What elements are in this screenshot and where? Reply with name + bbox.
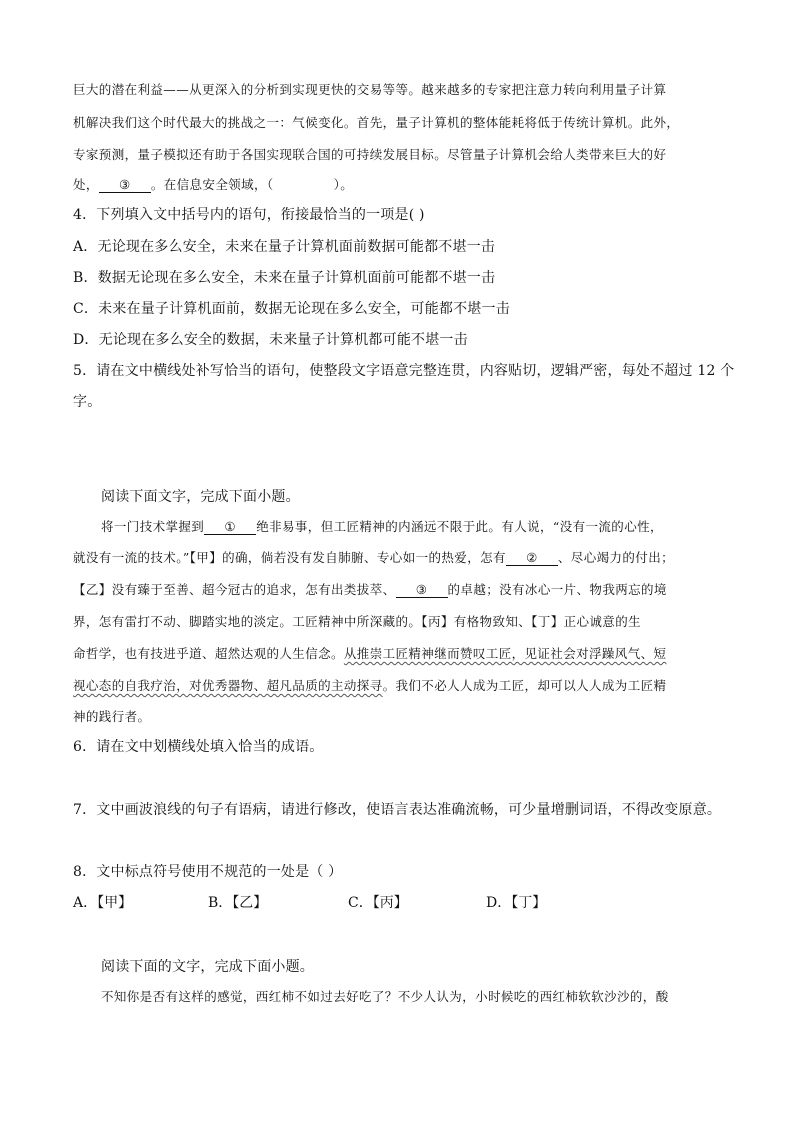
fill-blank: ② — [506, 551, 558, 566]
passage-line: 机解决我们这个时代最大的挑战之一：气候变化。首先，量子计算机的整体能耗将低于传统计算机。此外， — [73, 115, 680, 130]
passage-text: 、尽心竭力的付出； — [557, 550, 675, 565]
question-4-stem: 4．下列填入文中括号内的语句，衔接最恰当的一项是( ) — [73, 207, 425, 223]
passage-line: 巨大的潜在利益——从更深入的分析到实现更快的交易等等。越来越多的专家把注意力转向利用量子计算 — [73, 82, 667, 97]
section-intro: 阅读下面文字，完成下面小题。 — [101, 489, 300, 505]
question-8-option: A．【甲】 — [73, 895, 133, 911]
passage-text: 。在信息安全领域，（ — [150, 177, 274, 192]
passage-line — [73, 644, 666, 662]
question-4-option: A．无论现在多么安全，未来在量子计算机面前数据可能都不堪一击 — [73, 239, 496, 255]
section-intro: 阅读下面的文字，完成下面小题。 — [101, 959, 314, 975]
passage-text: 。我们不必人人成为工匠，却可以人人成为工匠精 — [382, 678, 667, 693]
wavy-underlined-sentence: 从推崇工匠精神继而赞叹工匠，见证社会对浮躁风气、短 — [343, 646, 667, 661]
question-8-option: B．【乙】 — [208, 895, 268, 911]
question-8-option: D．【丁】 — [486, 895, 547, 911]
question-5-stem: 5．请在文中横线处补写恰当的语句，使整段文字语意完整连贯，内容贴切，逻辑严密，每处不超过 12 个 — [73, 363, 735, 379]
passage-text: 的卓越；没有冰心一片、物我两忘的境 — [447, 582, 667, 597]
passage-line: 不知你是否有这样的感觉，西红柿不如过去好吃了？不少人认为，小时候吃的西红柿软软沙沙的，酸 — [101, 989, 669, 1004]
passage-text: 命哲学，也有技进乎道、超然达观的人生信念。 — [73, 646, 344, 661]
passage-line — [73, 676, 666, 694]
passage-text: 就没有一流的技术。”【甲】的确，倘若没有发自肺腑、专心如一的热爱，怎有 — [73, 550, 506, 565]
question-4-option: C．未来在量子计算机面前，数据无论现在多么安全，可能都不堪一击 — [73, 301, 510, 317]
fill-blank: ③ — [99, 178, 151, 193]
passage-line: 专家预测，量子模拟还有助于各国实现联合国的可持续发展目标。尽管量子计算机会给人类带来巨大的好 — [73, 147, 667, 162]
passage-text: 绝非易事，但工匠精神的内涵远不限于此。有人说，“没有一流的心性， — [256, 519, 663, 534]
passage-line — [101, 517, 663, 535]
passage-text: ）。 — [333, 177, 354, 192]
passage-line — [73, 175, 353, 193]
question-8-stem: 8．文中标点符号使用不规范的一处是（ ） — [73, 864, 343, 880]
passage-line: 界，怎有雷打不动、脚踏实地的淡定。工匠精神中所深藏的。【丙】有格物致知、【丁】正心诚意的生 — [73, 614, 642, 629]
question-6-stem: 6．请在文中划横线处填入恰当的成语。 — [73, 739, 324, 755]
passage-line — [73, 580, 667, 598]
fill-blank: ① — [204, 520, 256, 535]
passage-line: 神的践行者。 — [73, 709, 151, 724]
question-5-stem: 字。 — [73, 394, 102, 410]
wavy-underlined-sentence: 视心态的自我疗治，对优秀器物、超凡品质的主动探寻 — [73, 678, 383, 693]
question-8-option: C．【丙】 — [348, 895, 408, 911]
passage-text: 处， — [73, 177, 99, 192]
question-7-stem: 7．文中画波浪线的句子有语病，请进行修改，使语言表达准确流畅，可少量增删词语，不得改变原意。 — [73, 802, 722, 818]
question-4-option: D．无论现在多么安全的数据，未来量子计算机都可能不堪一击 — [73, 332, 468, 348]
passage-line — [73, 548, 674, 566]
fill-blank: ③ — [396, 583, 448, 598]
passage-text: 【乙】没有臻于至善、超今冠古的追求，怎有出类拔萃、 — [73, 582, 396, 597]
passage-text: 将一门技术掌握到 — [101, 519, 205, 534]
question-4-option: B．数据无论现在多么安全，未来在量子计算机面前可能都不堪一击 — [73, 270, 496, 286]
